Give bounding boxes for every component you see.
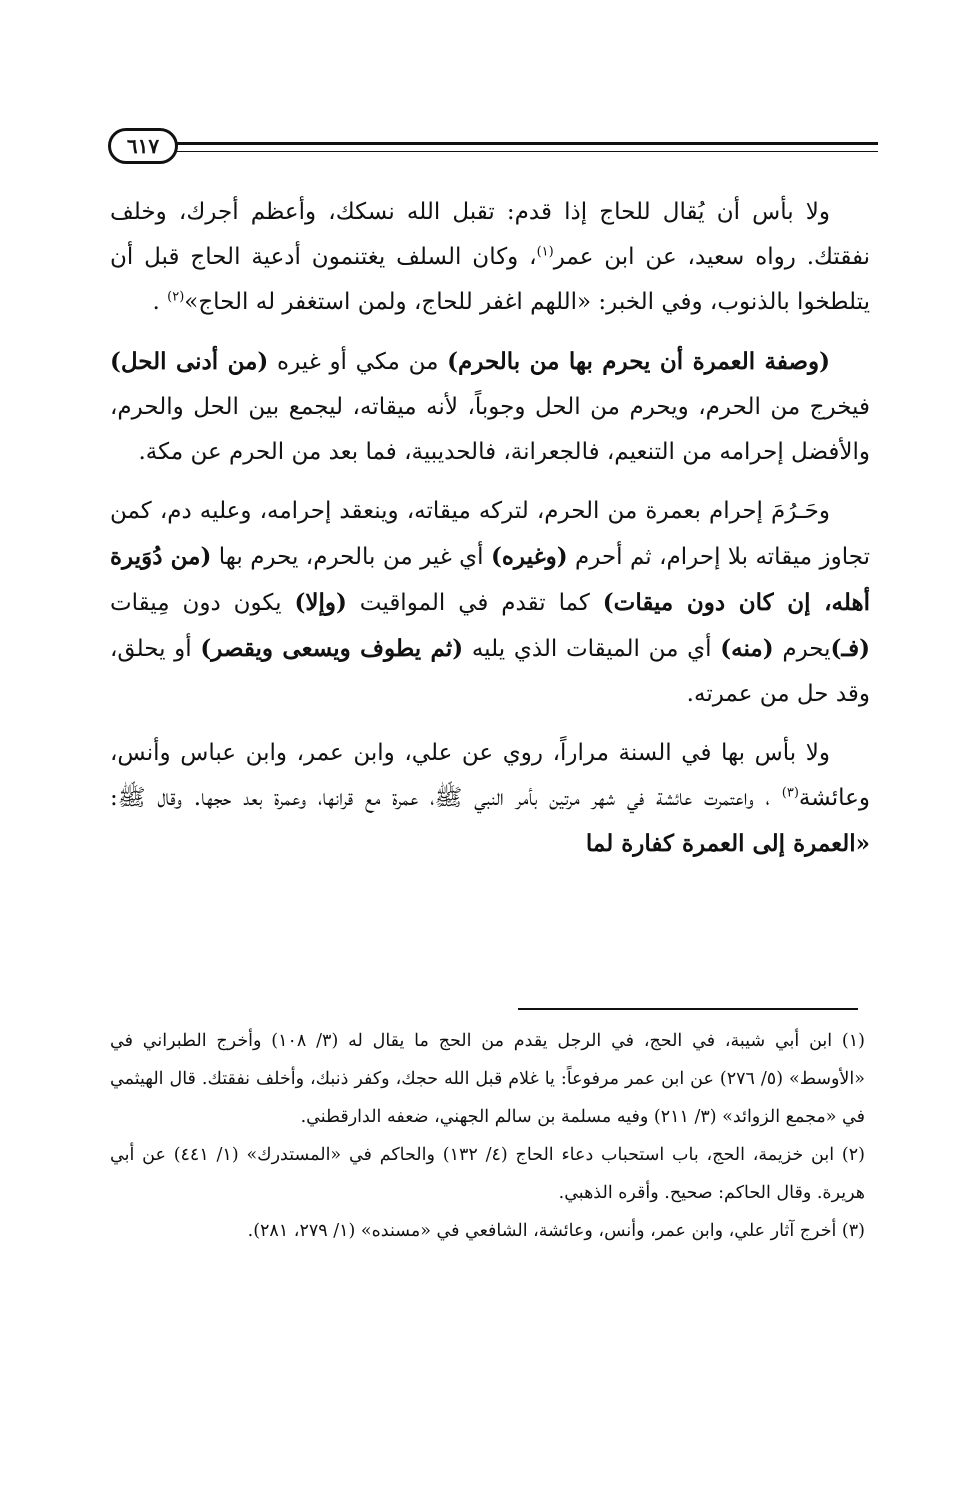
matn-text: (من دُوَيرة أهله، إن كان دون ميقات) — [110, 543, 870, 616]
text-run: ، وكان السلف يغتنمون أدعية الحاج قبل أن يتلطخوا بالذنوب، وفي الخبر: «اللهم اغفر للحاج، ولمن استغفر له الحاج» — [110, 244, 870, 315]
matn-text: (وإلا) — [294, 589, 347, 616]
hadith-text: «العمرة إلى العمرة كفارة لما — [585, 830, 870, 857]
matn-text: (وصفة العمرة أن يحرم بها من بالحرم) — [447, 348, 831, 375]
page-header — [108, 120, 878, 180]
footnote-ref: (٢) — [167, 289, 185, 305]
matn-text: (ثم يطوف ويسعى ويقصر) — [200, 635, 464, 662]
footnote-1: (١) ابن أبي شيبة، في الحج، في الرجل يقدم من الحج ما يقال له (٣/ ١٠٨) وأخرج الطبراني في «الأوسط» (٥/ ٢٧٦) عن ابن عمر مرفوعاً: يا غلام قبل الله حجك، وكفر ذنبك، وأخلف نفقتك. قال الهيثمي في «مجمع الزوائد» (٣/ ٢١١) وفيه مسلمة بن سالم الجهني، ضعفه الدارقطني. — [110, 1031, 865, 1127]
main-text — [110, 190, 870, 881]
text-run: أي غير من بالحرم، يحرم بها — [211, 544, 491, 570]
footnote-ref: (٣) — [781, 785, 799, 801]
page-number: ٦١٧ — [108, 128, 178, 164]
text-run: كما تقدم في المواقيت — [346, 590, 603, 616]
paragraph-1 — [110, 190, 870, 325]
matn-text: (منه) — [720, 635, 774, 662]
text-run: وحَـرُمَ إحرام بعمرة من الحرم، لتركه ميقاته، وينعقد إحرامه، وعليه دم، كمن تجاوز ميقاته بلا إحرام، ثم أحرم — [110, 498, 870, 570]
paragraph-2 — [110, 339, 870, 475]
text-run: ولا بأس بها في السنة مراراً، روي عن علي، وابن عمر، وابن عباس وأنس، وعائشة — [110, 740, 870, 811]
text-run: أو يحلق، وقد حل من عمرته. — [110, 636, 870, 707]
header-rule-thin — [168, 151, 878, 152]
text-run: أي من الميقات الذي يليه — [463, 636, 721, 662]
footnote-2: (٢) ابن خزيمة، الحج، باب استحباب دعاء الحاج (٤/ ١٣٢) والحاكم في «المستدرك» (١/ ٤٤١) عن أبي هريرة. وقال الحاكم: صحيح. وأقره الذهبي. — [110, 1145, 865, 1203]
matn-text: (وغيره) — [491, 543, 568, 570]
header-rule-thick — [168, 142, 878, 145]
paragraph-3 — [110, 489, 870, 717]
matn-text: (من أدنى الحل) — [110, 348, 269, 375]
text-run: . — [152, 289, 168, 315]
footnotes — [110, 1022, 865, 1250]
text-run: ولا بأس أن يُقال للحاج إذا قدم: تقبل الله نسكك، وأعظم أجرك، وخلف نفقتك. رواه سعيد، عن ابن عمر — [110, 199, 871, 270]
footnote-3: (٣) أخرج آثار علي، وابن عمر، وأنس، وعائشة، الشافعي في «مسنده» (١/ ٢٧٩، ٢٨١). — [247, 1221, 865, 1241]
text-run: يحرم — [773, 636, 831, 662]
text-run: ، واعتمرت عائشة في شهر مرتين بأمر النبي ﷺ، عمرة مع قرانها، وعمرة بعد حجها. وقال ﷺ: — [110, 785, 782, 811]
text-run: من مكي أو غيره — [268, 349, 448, 375]
footnote-ref: (١) — [536, 244, 554, 260]
text-run: يكون دون مِيقات — [110, 590, 295, 616]
matn-text: (فـ) — [830, 635, 871, 662]
paragraph-4 — [110, 731, 870, 867]
text-run: فيخرج من الحرم، ويحرم من الحل وجوباً، لأنه ميقاته، ليجمع بين الحل والحرم، والأفضل إحرامه من التنعيم، فالجعرانة، فالحديبية، فما بعد من الحرم عن مكة. — [110, 394, 870, 465]
footnote-separator — [518, 1008, 858, 1010]
